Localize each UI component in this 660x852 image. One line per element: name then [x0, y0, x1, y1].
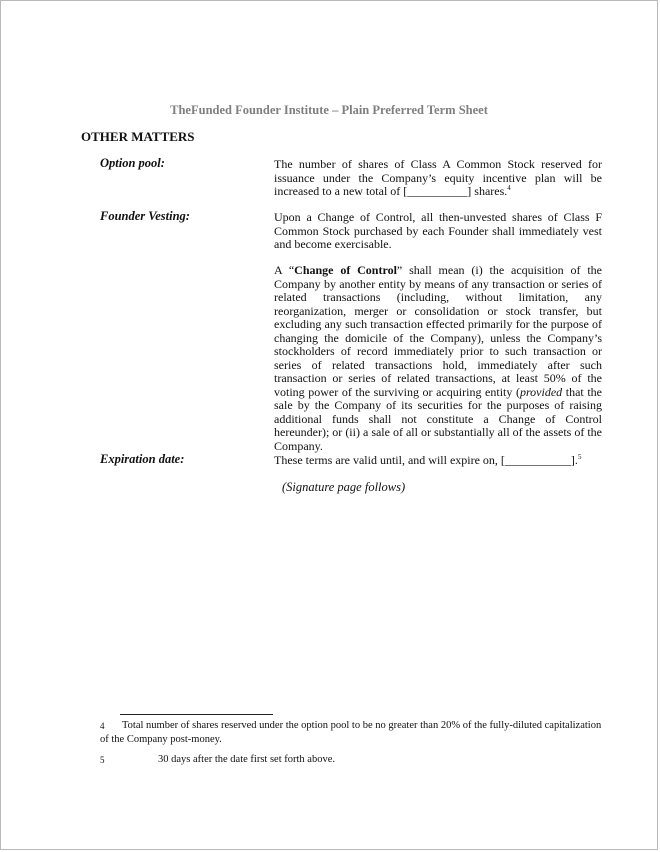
def-provided: provided	[519, 384, 563, 399]
footnote-4	[100, 719, 610, 747]
founder-vesting-label: Founder Vesting:	[100, 209, 190, 223]
footnote-ref-5: 5	[577, 453, 582, 461]
option-pool-text	[274, 158, 602, 199]
section-title: OTHER MATTERS	[81, 129, 195, 144]
footnote-separator	[120, 714, 273, 715]
footnote-number: 5	[100, 755, 105, 765]
def-end: that the sale by the Company of its securities for the purposes of raising additional funds shall not constitute a Change of Control hereunder); or (ii) a sale of all or substantially all of the assets of the Company.	[274, 384, 602, 453]
signature-note	[282, 480, 405, 495]
signature-note-text: (Signature page follows)	[282, 480, 406, 494]
footnote-text: 30 days after the date first set forth above.	[158, 754, 335, 765]
footnote-number: 4	[100, 721, 105, 731]
expiration-date-text	[274, 454, 602, 468]
def-prefix: A “	[274, 263, 295, 277]
footnote-text: Total number of shares reserved under the option pool to be no greater than 20% of the fully-diluted capitalization of the Company post-money.	[100, 720, 602, 745]
change-of-control-definition	[274, 264, 602, 453]
expiration-date-label: Expiration date:	[100, 452, 185, 466]
def-body: ” shall mean (i) the acquisition of the Company by another entity by means of any transaction or series of related transactions (including, without limitation, any reorganization, merger or consolidation or stock transfer, but excluding any such transaction effected primarily for the purpose of changing the domicile of the Company), unless the Company’s stockholders of record immediately prior to such transaction or series of related transactions hold, immediately after such transaction or series of related transactions, at least 50% of the voting power of the surviving or acquiring entity (	[274, 263, 602, 399]
founder-vesting-text: Upon a Change of Control, all then-unvested shares of Class F Common Stock purchased by each Founder shall immediately vest and become exercisable.	[274, 210, 602, 251]
expiration-body: These terms are valid until, and will expire on, [___________].	[274, 453, 578, 467]
option-pool-body: The number of shares of Class A Common Stock reserved for issuance under the Company’s equity incentive plan will be increased to a new total of [__________] shares.	[274, 157, 602, 198]
def-term: Change of Control	[294, 263, 397, 277]
footnote-ref-4: 4	[507, 184, 511, 192]
page-header: TheFunded Founder Institute – Plain Preferred Term Sheet	[170, 103, 488, 117]
option-pool-label: Option pool:	[100, 156, 165, 170]
